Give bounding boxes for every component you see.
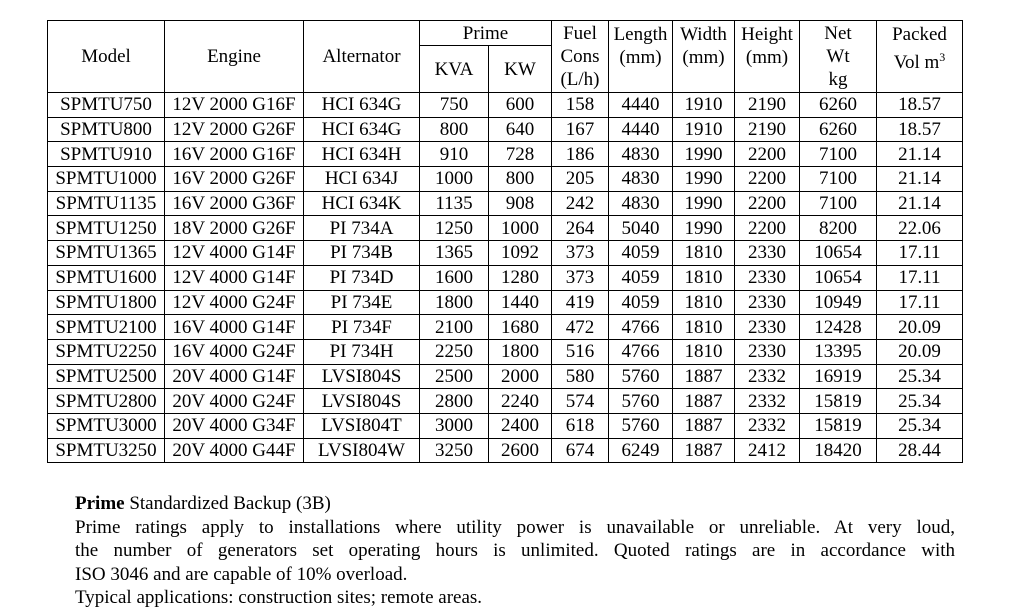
cell-width: 1887 — [673, 413, 735, 438]
cell-width: 1887 — [673, 438, 735, 463]
cell-alternator: HCI 634H — [304, 142, 420, 167]
cell-packed-volume: 21.14 — [877, 167, 963, 192]
cell-height: 2332 — [735, 389, 800, 414]
header-width: Width (mm) — [673, 21, 735, 93]
cell-kva: 3250 — [420, 438, 489, 463]
cell-height: 2200 — [735, 216, 800, 241]
cell-fuel: 580 — [552, 364, 609, 389]
table-row — [48, 142, 963, 167]
cell-net-weight: 6260 — [800, 117, 877, 142]
table-body — [48, 93, 963, 463]
cell-length: 4059 — [609, 290, 673, 315]
cell-net-weight: 15819 — [800, 389, 877, 414]
header-packed-volume: Packed Vol $m^3$ — [877, 21, 963, 93]
cell-net-weight: 6260 — [800, 93, 877, 118]
table-row — [48, 191, 963, 216]
cell-fuel: 158 — [552, 93, 609, 118]
header-engine: Engine — [165, 21, 304, 93]
cell-height: 2330 — [735, 315, 800, 340]
cell-model: SPMTU1135 — [48, 191, 165, 216]
cell-kva: 2800 — [420, 389, 489, 414]
cell-height: 2412 — [735, 438, 800, 463]
cell-kva: 2100 — [420, 315, 489, 340]
cell-width: 1990 — [673, 167, 735, 192]
cell-width: 1910 — [673, 117, 735, 142]
cell-packed-volume: 21.14 — [877, 191, 963, 216]
cell-net-weight: 10949 — [800, 290, 877, 315]
cell-kw: 2600 — [489, 438, 552, 463]
cell-model: SPMTU1600 — [48, 265, 165, 290]
cubic-superscript: 3 — [939, 50, 946, 64]
cell-fuel: 674 — [552, 438, 609, 463]
cell-fuel: 419 — [552, 290, 609, 315]
prime-rating-notes — [75, 492, 955, 610]
cell-fuel: 205 — [552, 167, 609, 192]
header-alternator: Alternator — [304, 21, 420, 93]
cell-length: 4830 — [609, 167, 673, 192]
cell-length: 5040 — [609, 216, 673, 241]
cell-engine: 20V 4000 G34F — [165, 413, 304, 438]
table-row — [48, 93, 963, 118]
cell-net-weight: 15819 — [800, 413, 877, 438]
cell-model: SPMTU1365 — [48, 241, 165, 266]
cell-height: 2200 — [735, 191, 800, 216]
cell-kva: 750 — [420, 93, 489, 118]
cell-kva: 2250 — [420, 339, 489, 364]
cell-alternator: PI 734D — [304, 265, 420, 290]
cell-fuel: 516 — [552, 339, 609, 364]
table-row — [48, 339, 963, 364]
cell-engine: 20V 4000 G24F — [165, 389, 304, 414]
cell-packed-volume: 20.09 — [877, 315, 963, 340]
cell-kva: 800 — [420, 117, 489, 142]
cell-packed-volume: 18.57 — [877, 93, 963, 118]
cell-alternator: PI 734F — [304, 315, 420, 340]
table-row — [48, 290, 963, 315]
cell-net-weight: 7100 — [800, 191, 877, 216]
cell-alternator: PI 734A — [304, 216, 420, 241]
cell-kva: 1365 — [420, 241, 489, 266]
cell-kva: 2500 — [420, 364, 489, 389]
table-header — [48, 21, 963, 93]
cell-alternator: HCI 634G — [304, 93, 420, 118]
cell-length: 4830 — [609, 142, 673, 167]
cell-kw: 1440 — [489, 290, 552, 315]
cell-packed-volume: 17.11 — [877, 241, 963, 266]
cell-height: 2190 — [735, 117, 800, 142]
notes-heading — [75, 492, 955, 516]
cell-kw: 1000 — [489, 216, 552, 241]
cell-kva: 910 — [420, 142, 489, 167]
header-kva: KVA — [420, 46, 489, 93]
table-row — [48, 438, 963, 463]
cell-engine: 16V 2000 G36F — [165, 191, 304, 216]
cell-net-weight: 10654 — [800, 241, 877, 266]
cell-width: 1887 — [673, 364, 735, 389]
cell-model: SPMTU800 — [48, 117, 165, 142]
cell-length: 6249 — [609, 438, 673, 463]
cell-packed-volume: 18.57 — [877, 117, 963, 142]
cell-fuel: 472 — [552, 315, 609, 340]
cell-kw: 908 — [489, 191, 552, 216]
cell-net-weight: 18420 — [800, 438, 877, 463]
cell-height: 2200 — [735, 167, 800, 192]
cell-kva: 1135 — [420, 191, 489, 216]
cell-alternator: LVSI804S — [304, 389, 420, 414]
cell-height: 2332 — [735, 364, 800, 389]
cell-packed-volume: 28.44 — [877, 438, 963, 463]
cell-width: 1810 — [673, 339, 735, 364]
cell-packed-volume: 25.34 — [877, 364, 963, 389]
cell-fuel: 373 — [552, 241, 609, 266]
cell-engine: 18V 2000 G26F — [165, 216, 304, 241]
cell-model: SPMTU2100 — [48, 315, 165, 340]
cell-net-weight: 7100 — [800, 142, 877, 167]
cell-packed-volume: 25.34 — [877, 389, 963, 414]
cell-packed-volume: 25.34 — [877, 413, 963, 438]
cell-alternator: LVSI804W — [304, 438, 420, 463]
cell-alternator: HCI 634K — [304, 191, 420, 216]
header-prime: Prime — [420, 21, 552, 46]
cell-model: SPMTU910 — [48, 142, 165, 167]
cell-engine: 20V 4000 G14F — [165, 364, 304, 389]
notes-line-1: Prime ratings apply to installations where utility power is unavailable or unreliable. At very loud, — [75, 516, 955, 538]
cell-engine: 12V 2000 G16F — [165, 93, 304, 118]
cell-kw: 2000 — [489, 364, 552, 389]
cell-kw: 2240 — [489, 389, 552, 414]
cell-alternator: LVSI804S — [304, 364, 420, 389]
cell-model: SPMTU2500 — [48, 364, 165, 389]
cell-fuel: 618 — [552, 413, 609, 438]
notes-line-4: Typical applications: construction sites; remote areas. — [75, 587, 483, 609]
cell-engine: 12V 4000 G14F — [165, 241, 304, 266]
cell-model: SPMTU3250 — [48, 438, 165, 463]
cell-length: 5760 — [609, 364, 673, 389]
cell-kva: 1250 — [420, 216, 489, 241]
cell-kw: 728 — [489, 142, 552, 167]
cell-kw: 2400 — [489, 413, 552, 438]
cell-engine: 16V 4000 G24F — [165, 339, 304, 364]
table-row — [48, 241, 963, 266]
cell-model: SPMTU2800 — [48, 389, 165, 414]
header-fuel: Fuel Cons (L/h) — [552, 21, 609, 93]
table-row — [48, 315, 963, 340]
cell-engine: 20V 4000 G44F — [165, 438, 304, 463]
cell-packed-volume: 22.06 — [877, 216, 963, 241]
cell-height: 2332 — [735, 413, 800, 438]
cell-width: 1910 — [673, 93, 735, 118]
cell-length: 4766 — [609, 315, 673, 340]
cell-kva: 1000 — [420, 167, 489, 192]
cell-net-weight: 8200 — [800, 216, 877, 241]
cell-engine: 12V 2000 G26F — [165, 117, 304, 142]
cell-engine: 12V 4000 G24F — [165, 290, 304, 315]
table-row — [48, 389, 963, 414]
cell-fuel: 167 — [552, 117, 609, 142]
cell-model: SPMTU2250 — [48, 339, 165, 364]
cell-fuel: 373 — [552, 265, 609, 290]
table-row — [48, 167, 963, 192]
cell-net-weight: 13395 — [800, 339, 877, 364]
cell-fuel: 242 — [552, 191, 609, 216]
cell-width: 1810 — [673, 265, 735, 290]
cell-engine: 16V 4000 G14F — [165, 315, 304, 340]
cell-kw: 1280 — [489, 265, 552, 290]
cell-length: 4059 — [609, 265, 673, 290]
cell-height: 2330 — [735, 265, 800, 290]
cell-alternator: HCI 634G — [304, 117, 420, 142]
cell-net-weight: 16919 — [800, 364, 877, 389]
cell-length: 4440 — [609, 117, 673, 142]
cell-engine: 12V 4000 G14F — [165, 265, 304, 290]
cell-kw: 1800 — [489, 339, 552, 364]
table-row — [48, 364, 963, 389]
cell-kw: 1680 — [489, 315, 552, 340]
cell-packed-volume: 17.11 — [877, 265, 963, 290]
notes-line-2: the number of generators set operating hours is unlimited. Quoted ratings are in accordance with — [75, 540, 955, 562]
cell-width: 1810 — [673, 315, 735, 340]
header-net-weight: Net Wt kg — [800, 21, 877, 93]
cell-packed-volume: 21.14 — [877, 142, 963, 167]
table-row — [48, 265, 963, 290]
cell-width: 1990 — [673, 142, 735, 167]
cell-alternator: PI 734E — [304, 290, 420, 315]
cell-engine: 16V 2000 G26F — [165, 167, 304, 192]
cell-model: SPMTU1800 — [48, 290, 165, 315]
cell-fuel: 186 — [552, 142, 609, 167]
header-length: Length (mm) — [609, 21, 673, 93]
header-model: Model — [48, 21, 165, 93]
cell-net-weight: 10654 — [800, 265, 877, 290]
cell-net-weight: 7100 — [800, 167, 877, 192]
cell-net-weight: 12428 — [800, 315, 877, 340]
cell-height: 2190 — [735, 93, 800, 118]
cell-model: SPMTU3000 — [48, 413, 165, 438]
cell-kva: 1800 — [420, 290, 489, 315]
notes-line-3: ISO 3046 and are capable of 10% overload. — [75, 563, 408, 585]
cell-height: 2330 — [735, 290, 800, 315]
cell-length: 4440 — [609, 93, 673, 118]
cell-kw: 1092 — [489, 241, 552, 266]
generator-spec-table — [47, 20, 963, 463]
cell-kw: 800 — [489, 167, 552, 192]
cell-fuel: 264 — [552, 216, 609, 241]
cell-model: SPMTU1000 — [48, 167, 165, 192]
notes-heading-bold: Prime — [75, 493, 125, 514]
cell-width: 1990 — [673, 216, 735, 241]
cell-width: 1887 — [673, 389, 735, 414]
cell-alternator: LVSI804T — [304, 413, 420, 438]
cell-width: 1990 — [673, 191, 735, 216]
header-kw: KW — [489, 46, 552, 93]
table-row — [48, 413, 963, 438]
notes-heading-rest: Standardized Backup (3B) — [124, 493, 331, 514]
cell-kw: 640 — [489, 117, 552, 142]
cell-alternator: PI 734H — [304, 339, 420, 364]
header-height: Height (mm) — [735, 21, 800, 93]
cell-fuel: 574 — [552, 389, 609, 414]
cell-packed-volume: 17.11 — [877, 290, 963, 315]
cell-length: 4830 — [609, 191, 673, 216]
cell-length: 5760 — [609, 413, 673, 438]
cell-kva: 1600 — [420, 265, 489, 290]
cell-length: 4059 — [609, 241, 673, 266]
cell-alternator: HCI 634J — [304, 167, 420, 192]
cell-height: 2330 — [735, 241, 800, 266]
cell-height: 2330 — [735, 339, 800, 364]
table-row — [48, 216, 963, 241]
cell-length: 5760 — [609, 389, 673, 414]
cell-length: 4766 — [609, 339, 673, 364]
cell-width: 1810 — [673, 241, 735, 266]
cell-kva: 3000 — [420, 413, 489, 438]
cell-kw: 600 — [489, 93, 552, 118]
table-row — [48, 117, 963, 142]
cell-model: SPMTU750 — [48, 93, 165, 118]
cell-model: SPMTU1250 — [48, 216, 165, 241]
cell-alternator: PI 734B — [304, 241, 420, 266]
cell-width: 1810 — [673, 290, 735, 315]
cell-engine: 16V 2000 G16F — [165, 142, 304, 167]
cell-packed-volume: 20.09 — [877, 339, 963, 364]
cell-height: 2200 — [735, 142, 800, 167]
